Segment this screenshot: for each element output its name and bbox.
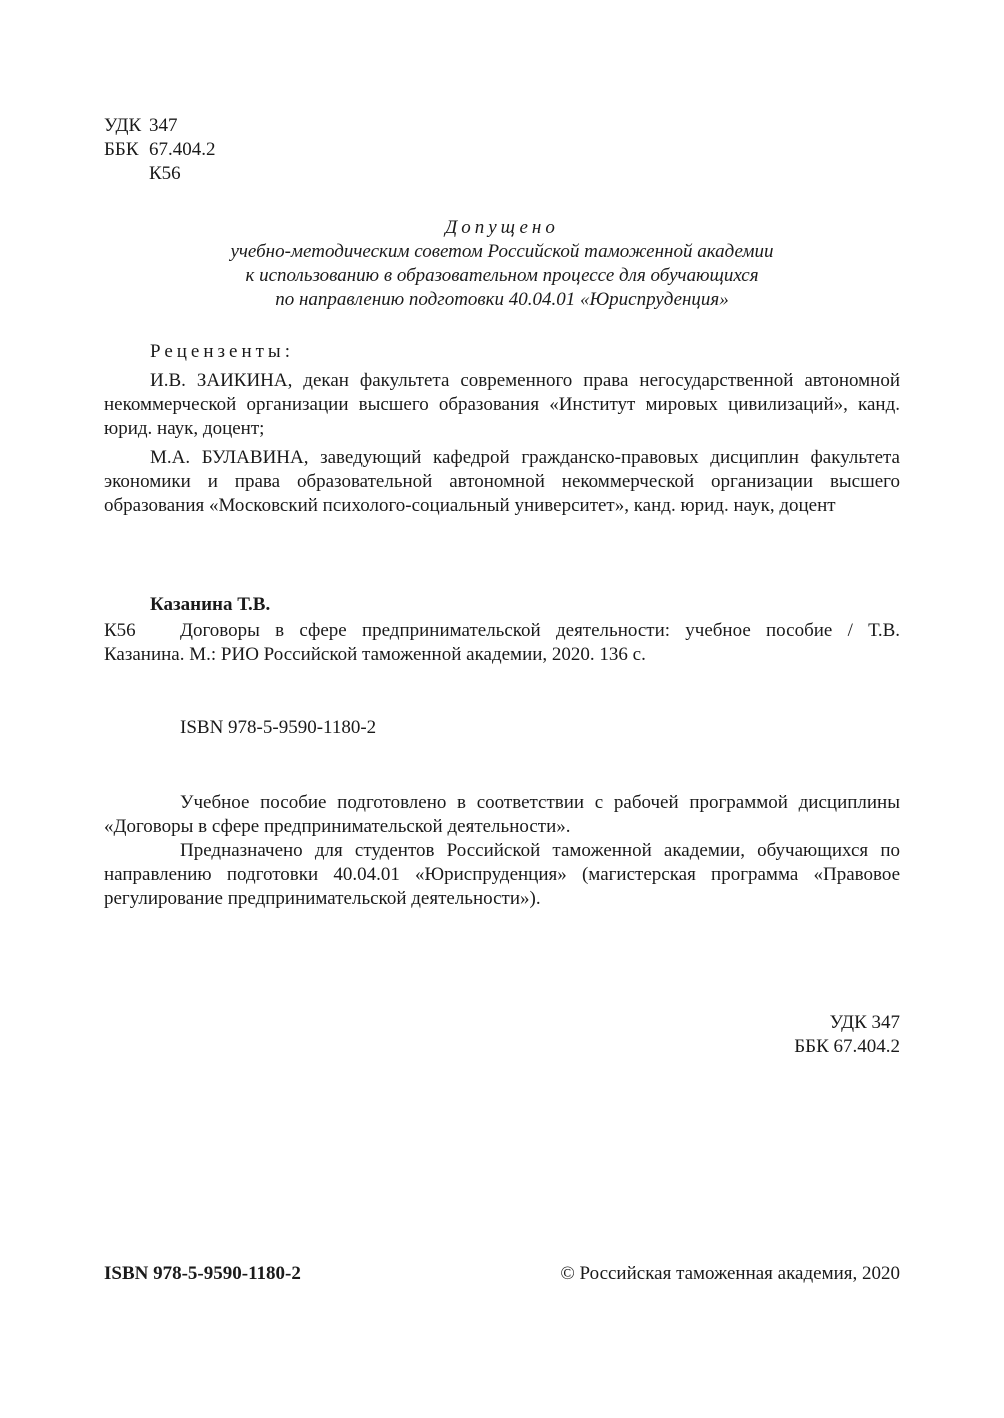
index-right-udk: УДК 347 — [829, 1012, 900, 1033]
reviewers-block — [104, 340, 900, 523]
annotation-paragraph: Предназначено для студентов Российской таможенной академии, обучающихся по направлению подготовки 40.04.01 «Юриспруденция» (магистерская программа «Правовое регулирование предпринимательской деятельности»). — [104, 840, 900, 909]
index-block — [104, 114, 216, 186]
approval-line: по направлению подготовки 40.04.01 «Юриспруденция» — [275, 289, 729, 310]
annotation-block — [104, 791, 900, 911]
reviewer-entry: И.В. ЗАИКИНА, декан факультета современного права негосударственной автономной некоммерческой организации высшего образования «Институт мировых цивилизаций», канд. юрид. наук, доцент; — [104, 370, 900, 439]
bbk-label: ББК — [104, 139, 139, 160]
author-mark: К56 — [149, 163, 181, 184]
annotation-paragraph: Учебное пособие подготовлено в соответствии с рабочей программой дисциплины «Договоры в сфере предпринимательской деятельности». — [104, 792, 900, 837]
approval-block — [104, 216, 900, 312]
bbk-value: 67.404.2 — [149, 139, 216, 160]
approval-line: к использованию в образовательном процессе для обучающихся — [245, 265, 759, 286]
footer-copyright: © Российская таможенная академия, 2020 — [560, 1263, 900, 1284]
catalog-isbn: ISBN 978-5-9590-1180-2 — [180, 717, 377, 738]
approval-title: Допущено — [445, 217, 559, 238]
approval-line: учебно-методическим советом Российской таможенной академии — [230, 241, 774, 262]
reviewers-heading: Рецензенты: — [150, 341, 294, 362]
author-mark-row — [104, 162, 216, 186]
udk-row — [104, 114, 216, 138]
udk-value: 347 — [149, 115, 178, 136]
footer-isbn: ISBN 978-5-9590-1180-2 — [104, 1263, 301, 1284]
bbk-row — [104, 138, 216, 162]
reviewer-entry: М.А. БУЛАВИНА, заведующий кафедрой гражданско-правовых дисциплин факультета экономики и права образовательной автономной некоммерческой организации высшего образования «Московский психолого-социальный университет», канд. юрид. наук, доцент — [104, 447, 900, 516]
catalog-code: К56 — [104, 620, 136, 641]
catalog-author: Казанина Т.В. — [150, 594, 271, 615]
udk-label: УДК — [104, 115, 142, 136]
index-right-bbk: ББК 67.404.2 — [794, 1036, 900, 1057]
catalog-entry — [104, 619, 900, 667]
catalog-description: Договоры в сфере предпринимательской деятельности: учебное пособие / Т.В. Казанина. М.: РИО Российской таможенной академии, 2020. 136 с. — [104, 620, 900, 665]
index-right-block — [600, 1011, 900, 1059]
